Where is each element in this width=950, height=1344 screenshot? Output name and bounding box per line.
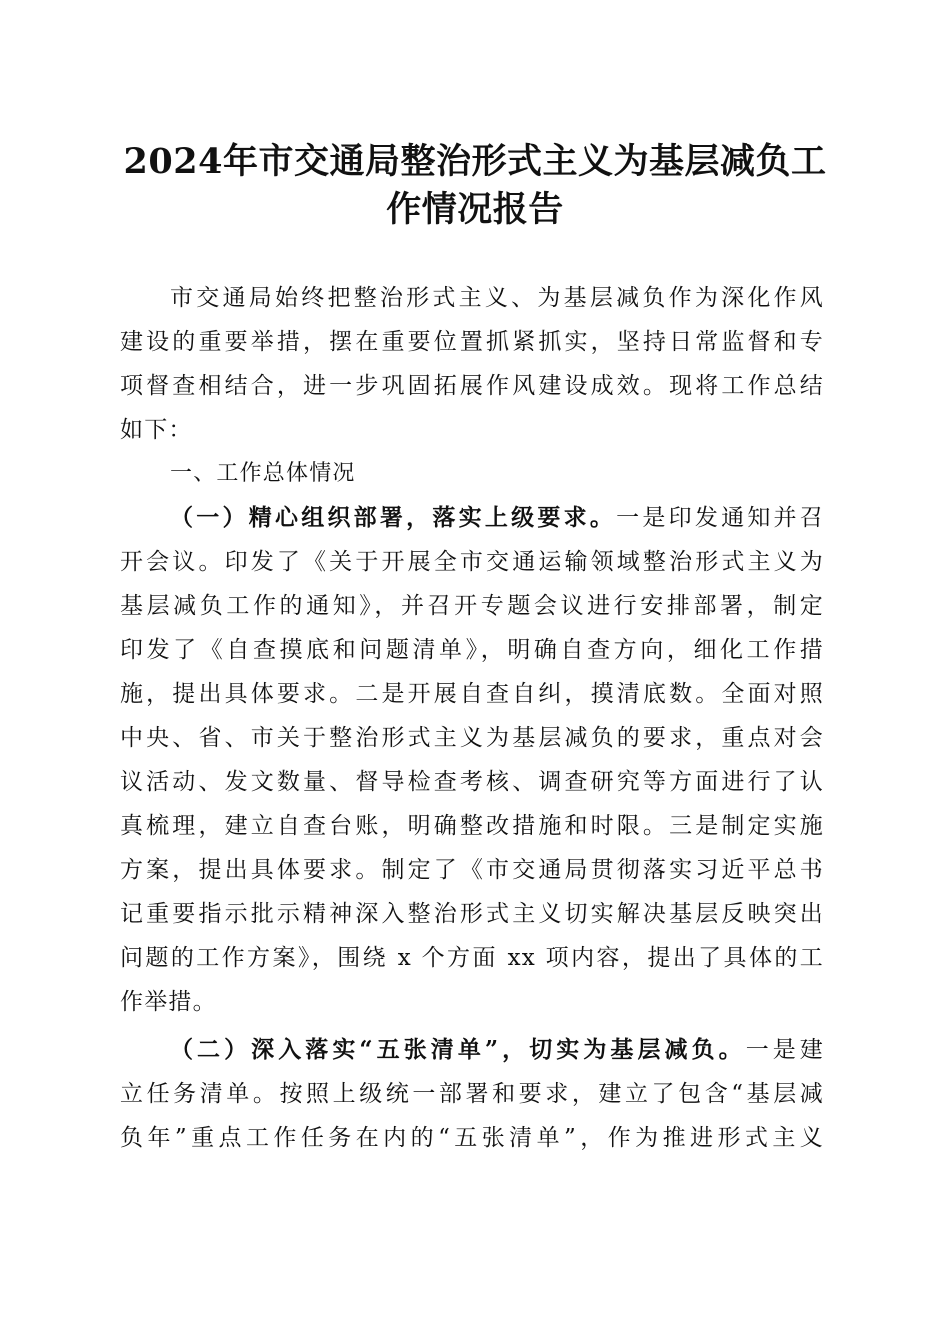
- subsection-2-line: 立任务清单。按照上级统一部署和要求，建立了包含“基层减: [120, 1081, 824, 1107]
- subsection-1-line: 基层减负工作的通知》，并召开专题会议进行安排部署，制定: [120, 593, 824, 619]
- intro-line: 市交通局始终把整治形式主义、为基层减负作为深化作风: [170, 285, 824, 311]
- subsection-1-first-line: [120, 496, 824, 540]
- subsection-2-paragraph: [120, 1028, 824, 1160]
- intro-paragraph: [120, 276, 824, 452]
- intro-line: 项督查相结合，进一步巩固拓展作风建设成效。现将工作总结: [120, 373, 824, 399]
- subsection-1-line: 施，提出具体要求。二是开展自查自纠，摸清底数。全面对照: [120, 681, 824, 707]
- subsection-1-line: 记重要指示批示精神深入整治形式主义切实解决基层反映突出: [120, 901, 824, 927]
- intro-line: 建设的重要举措，摆在重要位置抓紧抓实，坚持日常监督和专: [120, 329, 824, 355]
- subsection-1-line: 议活动、发文数量、督导检查考核、调查研究等方面进行了认: [120, 769, 824, 795]
- document-title: [100, 138, 850, 234]
- subsection-2-first-line: [120, 1028, 824, 1072]
- subsection-1-line: 问题的工作方案》，围绕 x 个方面 xx 项内容，提出了具体的工: [120, 945, 824, 971]
- title-line-1: 2024年市交通局整治形式主义为基层减负工: [123, 141, 827, 182]
- subsection-1-line: 方案，提出具体要求。制定了《市交通局贯彻落实习近平总书: [120, 857, 824, 883]
- subsection-1-paragraph: [120, 496, 824, 1024]
- subsection-2-line: 负年”重点工作任务在内的“五张清单”，作为推进形式主义: [120, 1125, 824, 1151]
- document-body: [120, 276, 824, 1160]
- subsection-2-line: 一是建: [745, 1037, 824, 1063]
- subsection-1-line: 开会议。印发了《关于开展全市交通运输领域整治形式主义为: [120, 549, 824, 575]
- section-heading-1: 一、工作总体情况: [170, 461, 356, 486]
- title-line-2: 作情况报告: [386, 189, 564, 230]
- intro-line: 如下：: [120, 417, 193, 443]
- subsection-1-line: 一是印发通知并召: [616, 505, 824, 531]
- subsection-1-line: 中央、省、市关于整治形式主义为基层减负的要求，重点对会: [120, 725, 824, 751]
- subsection-2-lead: （二）深入落实“五张清单”，切实为基层减负。: [170, 1036, 746, 1063]
- subsection-1-line: 真梳理，建立自查台账，明确整改措施和时限。三是制定实施: [120, 813, 824, 839]
- subsection-1-lead: （一）精心组织部署，落实上级要求。: [170, 504, 617, 531]
- subsection-1-line: 作举措。: [120, 989, 217, 1015]
- subsection-1-line: 印发了《自查摸底和问题清单》，明确自查方向，细化工作措: [120, 637, 824, 663]
